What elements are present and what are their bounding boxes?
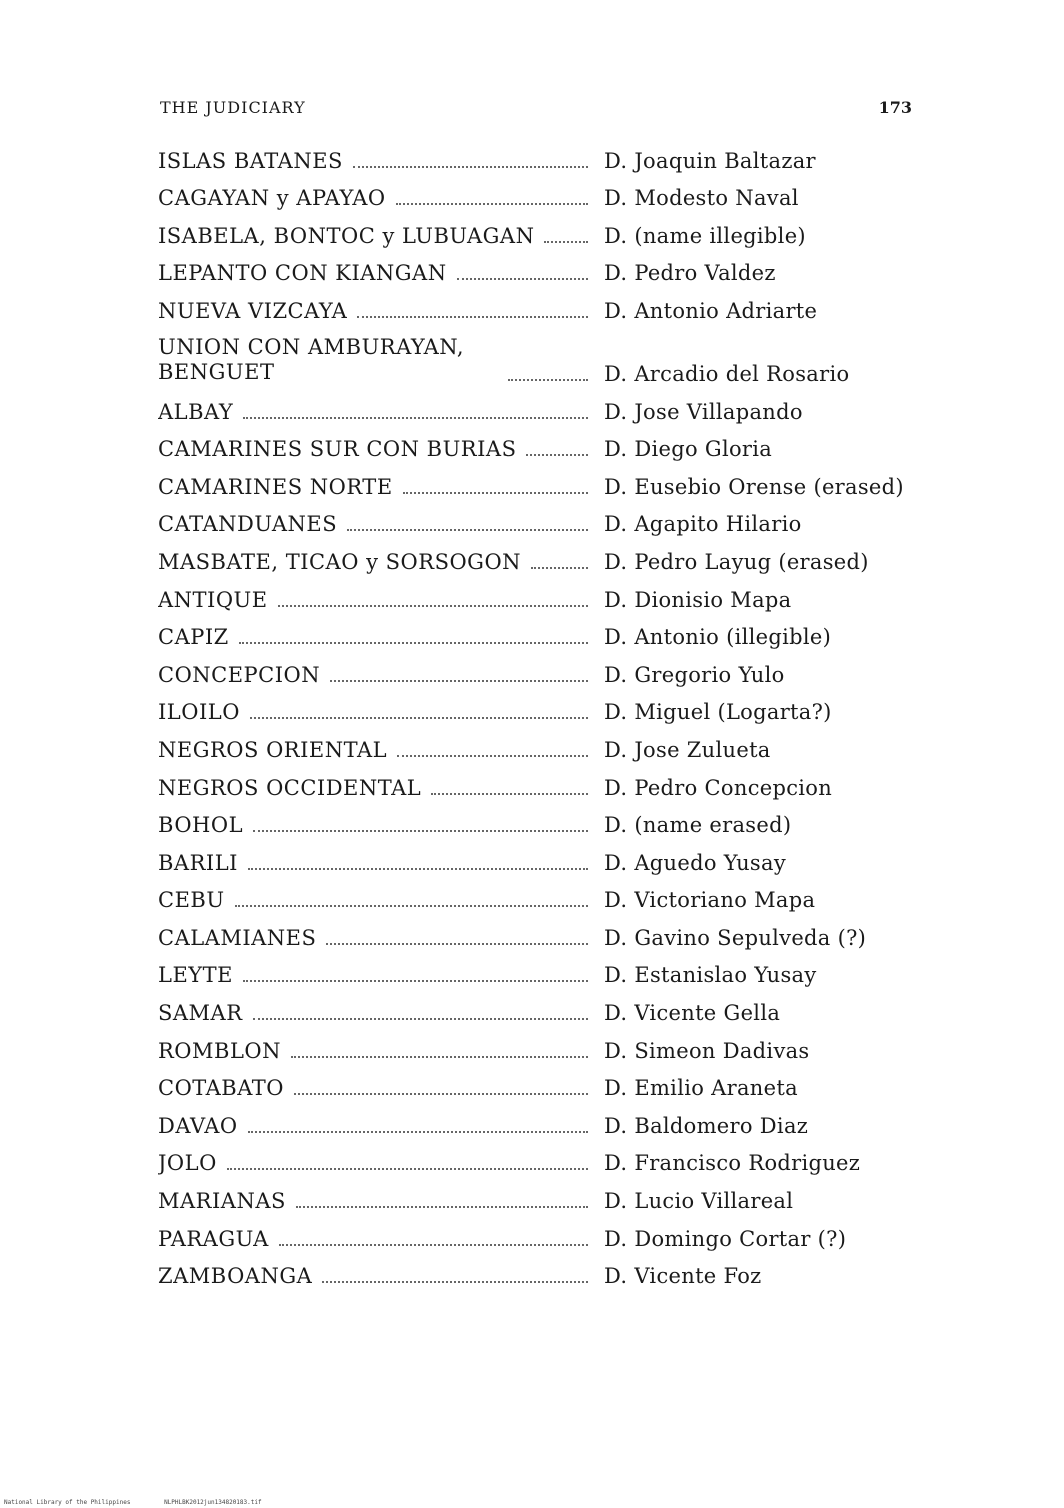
province-name: CAPIZ: [158, 627, 229, 650]
dot-leader: [250, 717, 588, 719]
list-item: [158, 1143, 918, 1181]
province-cell: [158, 778, 588, 805]
province-cell: [158, 226, 588, 253]
judge-name: D. Francisco Rodriguez: [604, 1151, 861, 1176]
dot-leader: [279, 1244, 588, 1246]
province-name: ISLAS BATANES: [158, 150, 343, 173]
dot-leader: [330, 680, 588, 682]
list-item: [158, 215, 918, 253]
list-item: [158, 1218, 918, 1256]
list-item: [158, 328, 918, 391]
list-item: [158, 253, 918, 291]
list-item: [158, 654, 918, 692]
province-name: NEGROS ORIENTAL: [158, 739, 388, 762]
dot-leader: [347, 529, 588, 531]
province-name: ZAMBOANGA: [158, 1266, 313, 1289]
dot-leader: [253, 1018, 588, 1020]
judge-name: D. Simeon Dadivas: [604, 1038, 810, 1063]
province-cell: [158, 590, 588, 617]
province-name: LEPANTO CON KIANGAN: [158, 263, 447, 286]
dot-leader: [526, 454, 588, 456]
list-item: [158, 805, 918, 843]
province-name: LEYTE: [158, 965, 233, 988]
province-cell: [158, 627, 588, 654]
list-item: [158, 178, 918, 216]
province-cell: [158, 740, 588, 767]
province-name: CALAMIANES: [158, 927, 317, 950]
dot-leader: [403, 492, 588, 494]
dot-leader: [253, 830, 588, 832]
running-title: THE JUDICIARY: [160, 98, 306, 117]
dot-leader: [243, 980, 588, 982]
judge-name: D. Dionisio Mapa: [604, 587, 792, 612]
dot-leader: [457, 278, 588, 280]
list-item: [158, 729, 918, 767]
judge-name: D. Domingo Cortar (?): [604, 1226, 847, 1251]
province-cell: [158, 552, 588, 579]
list-item: [158, 1030, 918, 1068]
list-item: [158, 1105, 918, 1143]
province-cell: [158, 890, 588, 917]
judge-name: D. Aguedo Yusay: [604, 850, 786, 875]
list-item: [158, 140, 918, 178]
province-name: SAMAR: [158, 1003, 243, 1026]
dot-leader: [531, 567, 588, 569]
province-cell: [158, 1116, 588, 1143]
judge-name: D. Antonio (illegible): [604, 625, 832, 650]
province-name: ALBAY: [158, 401, 234, 424]
province-cell: [158, 1003, 588, 1030]
dot-leader: [248, 1131, 588, 1133]
dot-leader: [248, 868, 588, 870]
judge-name: D. Lucio Villareal: [604, 1189, 794, 1214]
judge-name: D. Baldomero Diaz: [604, 1113, 809, 1138]
dot-leader: [544, 241, 588, 243]
dot-leader: [397, 755, 588, 757]
library-credit: National Library of the Philippines: [4, 1499, 131, 1506]
province-name: CATANDUANES: [158, 514, 338, 537]
list-item: [158, 1256, 918, 1294]
judge-name: D. Emilio Araneta: [604, 1076, 798, 1101]
province-cell: [158, 928, 588, 955]
page-number: 173: [878, 98, 912, 117]
province-cell: [158, 402, 588, 429]
province-cell: [158, 1078, 588, 1105]
judge-name: D. Agapito Hilario: [604, 512, 802, 537]
judge-name: D. Antonio Adriarte: [604, 298, 818, 323]
province-cell: [158, 1229, 588, 1256]
list-item: [158, 617, 918, 655]
list-item: [158, 767, 918, 805]
province-cell: [158, 815, 588, 842]
province-name: CAMARINES NORTE: [158, 476, 393, 499]
list-item: [158, 1068, 918, 1106]
list-item: [158, 992, 918, 1030]
province-name: NEGROS OCCIDENTAL: [158, 777, 422, 800]
list-item: [158, 692, 918, 730]
list-item: [158, 842, 918, 880]
province-name: ILOILO: [158, 702, 240, 725]
province-cell: [158, 263, 588, 290]
judge-name: D. Modesto Naval: [604, 186, 799, 211]
province-name: BOHOL: [158, 815, 244, 838]
province-name: CAMARINES SUR CON BURIAS: [158, 439, 517, 462]
province-name: UNION CON AMBURAYAN, BENGUET: [158, 334, 464, 384]
judge-name: D. Jose Zulueta: [604, 737, 771, 762]
list-item: [158, 391, 918, 429]
province-cell: [158, 1153, 588, 1180]
file-identifier: NLPHLBK2012jun13482018З.tif: [164, 1499, 262, 1506]
dot-leader: [326, 943, 588, 945]
judge-name: D. Joaquin Baltazar: [604, 148, 816, 173]
judge-name: D. Eusebio Orense (erased): [604, 474, 904, 499]
province-cell: [158, 514, 588, 541]
province-cell: [158, 965, 588, 992]
judge-name: D. Estanislao Yusay: [604, 963, 817, 988]
dot-leader: [322, 1281, 588, 1283]
list-item: [158, 1180, 918, 1218]
dot-leader: [508, 379, 588, 381]
judge-name: D. Pedro Concepcion: [604, 775, 833, 800]
judge-name: D. Pedro Layug (erased): [604, 549, 869, 574]
dot-leader: [296, 1206, 588, 1208]
list-item: [158, 429, 918, 467]
province-name: BARILI: [158, 852, 238, 875]
province-name: MASBATE, TICAO y SORSOGON: [158, 551, 522, 574]
dot-leader: [294, 1093, 588, 1095]
dot-leader: [227, 1168, 588, 1170]
province-name: CEBU: [158, 890, 225, 913]
judge-name: D. Vicente Foz: [604, 1264, 762, 1289]
judge-name: D. Vicente Gella: [604, 1001, 781, 1026]
judge-name: D. (name erased): [604, 813, 792, 838]
judge-name: D. Gavino Sepulveda (?): [604, 925, 867, 950]
list-item: [158, 880, 918, 918]
province-cell: [158, 335, 588, 391]
province-cell: [158, 301, 588, 328]
dot-leader: [396, 203, 588, 205]
judge-name: D. Diego Gloria: [604, 437, 773, 462]
dot-leader: [291, 1056, 588, 1058]
list-item: [158, 917, 918, 955]
province-cell: [158, 665, 588, 692]
province-cell: [158, 1191, 588, 1218]
province-cell: [158, 188, 588, 215]
list-item: [158, 504, 918, 542]
judge-list: [158, 140, 918, 1293]
province-name: ROMBLON: [158, 1040, 281, 1063]
dot-leader: [278, 605, 588, 607]
province-name: CAGAYAN y APAYAO: [158, 188, 386, 211]
dot-leader: [357, 316, 588, 318]
province-name: DAVAO: [158, 1115, 238, 1138]
judge-name: D. (name illegible): [604, 223, 806, 248]
province-name: PARAGUA: [158, 1228, 269, 1251]
province-name: MARIANAS: [158, 1191, 286, 1214]
list-item: [158, 955, 918, 993]
dot-leader: [353, 166, 588, 168]
province-cell: [158, 1041, 588, 1068]
judge-name: D. Gregorio Yulo: [604, 662, 785, 687]
judge-name: D. Miguel (Logarta?): [604, 700, 832, 725]
province-name: JOLO: [158, 1153, 217, 1176]
province-cell: [158, 853, 588, 880]
province-name: COTABATO: [158, 1078, 284, 1101]
province-cell: [158, 702, 588, 729]
dot-leader: [239, 642, 588, 644]
province-cell: [158, 439, 588, 466]
province-cell: [158, 1266, 588, 1293]
dot-leader: [235, 905, 588, 907]
judge-name: D. Arcadio del Rosario: [604, 361, 850, 386]
province-name: ISABELA, BONTOC y LUBUAGAN: [158, 225, 535, 248]
page-header: [160, 98, 912, 122]
list-item: [158, 579, 918, 617]
judge-name: D. Victoriano Mapa: [604, 888, 816, 913]
list-item: [158, 466, 918, 504]
list-item: [158, 541, 918, 579]
judge-name: D. Jose Villapando: [604, 399, 803, 424]
dot-leader: [243, 417, 588, 419]
province-cell: [158, 477, 588, 504]
judge-name: D. Pedro Valdez: [604, 261, 776, 286]
province-name: CONCEPCION: [158, 664, 321, 687]
list-item: [158, 290, 918, 328]
province-name: NUEVA VIZCAYA: [158, 300, 348, 323]
scan-footer: [4, 1499, 262, 1506]
dot-leader: [431, 793, 588, 795]
province-name: ANTIQUE: [158, 589, 268, 612]
province-cell: [158, 151, 588, 178]
